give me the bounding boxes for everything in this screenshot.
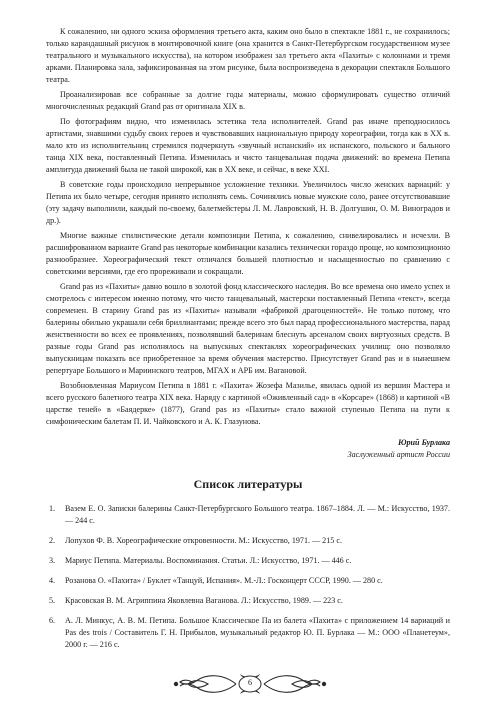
author-signature	[46, 437, 450, 461]
page-footer	[0, 671, 500, 697]
item-text: Лопухов Ф. В. Хореографические откровенности. М.: Искусство, 1971. — 215 с.	[65, 536, 342, 545]
item-number: 2.	[49, 536, 56, 545]
page-number: 6	[248, 678, 252, 687]
bibliography-item	[46, 595, 450, 607]
author-name: Юрий Бурлака	[397, 438, 450, 447]
paragraph: По фотографиям видно, что изменилась эстетика тела исполнителей. Grand pas иначе преподносилось артистами, знавшими судьбу своих героев и чувствовавших национальную природу хореографии, тогда как в XX в. мало кто из исполнительниц стремился подчеркнуть «звучный испанский» их испанского, польского и бального танца XIX века, поставленный Петипа. Изменилась и чисто танцевальная подача движений: во времена Петипа амплитуда движений была не такой широкой, как в XX веке, и сейчас, в веке XXI.	[46, 117, 450, 174]
bibliography-item	[46, 575, 450, 587]
item-number: 1.	[49, 504, 56, 513]
bibliography-item	[46, 535, 450, 547]
bibliography-item	[46, 555, 450, 567]
bibliography-heading: Список литературы	[193, 477, 303, 491]
bibliography-list	[46, 503, 450, 651]
item-text: Вазем Е. О. Записки балерины Санкт-Петербургского Большого театра. 1867–1884. Л. — М.: Искусство, 1937. — 244 с.	[65, 504, 450, 525]
item-number: 3.	[49, 556, 56, 565]
item-number: 6.	[49, 616, 56, 625]
item-text: А. Л. Минкус, А. В. М. Петипа. Большое Классическое Па из балета «Пахита» с приложением 14 вариаций и Pas des trois / Составитель Г. Н. Прибылов, музыкальный редактор Ю. П. Бурлака — М.: ООО «Планетеум», 2000 г. — 216 с.	[65, 616, 450, 649]
paragraph: Многие важные стилистические детали композиции Петипа, к сожалению, снивелировались и исчезли. В расшифрованном варианте Grand pas некоторые комбинации казались технически гораздо проще, но композиционно разнообразнее. Хореографический текст отличался большей плотностью и насыщенностью по сравнению с советскими версиями, где его прореживали и сокращали.	[46, 231, 450, 276]
item-text: Красовская В. М. Агриппина Яковлевна Ваганова. Л.: Искусство, 1989. — 223 с.	[65, 596, 343, 605]
item-text: Мариус Петипа. Материалы. Воспоминания. Статьи. Л.: Искусство, 1971. — 446 с.	[65, 556, 352, 565]
bibliography-item	[46, 615, 450, 651]
item-text: Розанова О. «Пахита» / Буклет «Танцуй, Испания». М.-Л.: Госконцерт СССР, 1990. — 280 с.	[65, 576, 383, 585]
item-number: 4.	[49, 576, 56, 585]
paragraph: К сожалению, ни одного эскиза оформления третьего акта, каким оно было в спектакле 1881 г., не сохранилось; только карандашный рисунок в монтировочной книге (она хранится в Санкт-Петербургском государственном музее театрального и музыкального искусства), на котором изображен зал третьего акта «Пахиты» с колоннами и тремя арками. Планировка зала, зафиксированная на этом рисунке, была воспроизведена в декорации спектакля Большого театра.	[46, 27, 450, 84]
item-number: 5.	[49, 596, 56, 605]
paragraph: В советские годы происходило непрерывное усложнение техники. Увеличилось число женских вариаций: у Петипа их было четыре, сегодня принято исполнять семь. Сочинялись новые мужские соло, ранее отсутствовавшие (эту задачу выполнили, каждый по-своему, балетмейстеры Л. М. Лавровский, Н. В. Долгушин, О. М. Виноградов и др.).	[46, 180, 450, 225]
article-body	[46, 26, 450, 428]
author-title: Заслуженный артист России	[347, 450, 450, 459]
paragraph: Проанализировав все собранные за долгие годы материалы, можно сформулировать существо отличий многочисленных редакций Grand pas от оригинала XIX в.	[46, 90, 450, 111]
bibliography-item	[46, 503, 450, 527]
paragraph: Возобновленная Мариусом Петипа в 1881 г. «Пахита» Жозефа Мазилье, явилась одной из вершин Мастера и всего русского балетного театра XIX века. Наряду с картиной «Оживленный сад» в «Корсаре» (1868) и картиной «В царстве теней» в «Баядерке» (1877), Grand pas из «Пахиты» стало важной ступенью Петипа на пути к симфоническим балетам П. И. Чайковского и А. К. Глазунова.	[46, 381, 450, 426]
paragraph: Grand pas из «Пахиты» давно вошло в золотой фонд классического наследия. Во все времена оно имело успех и смотрелось с интересом именно потому, что чисто танцевальный, мастерски поставленный Петипа «текст», всегда современен. В старину Grand pas из «Пахиты» называли «фабрикой драгоценностей». Не только потому, что балерины обильно украшали себя бриллиантами; прежде всего это был парад профессионального мастерства, парад женственности во всех ее проявлениях, позволявший балеринам блеснуть арсеналом своих виртуозных средств. В разные годы Grand pas исполнялось на выпускных спектаклях хореографических училищ: оно позволяло выпускницам показать все приобретенное за время обучения мастерство. Присутствует Grand pas и в нынешнем репертуаре Большого и Мариинского театров, МГАХ и АРБ им. Вагановой.	[46, 282, 450, 375]
